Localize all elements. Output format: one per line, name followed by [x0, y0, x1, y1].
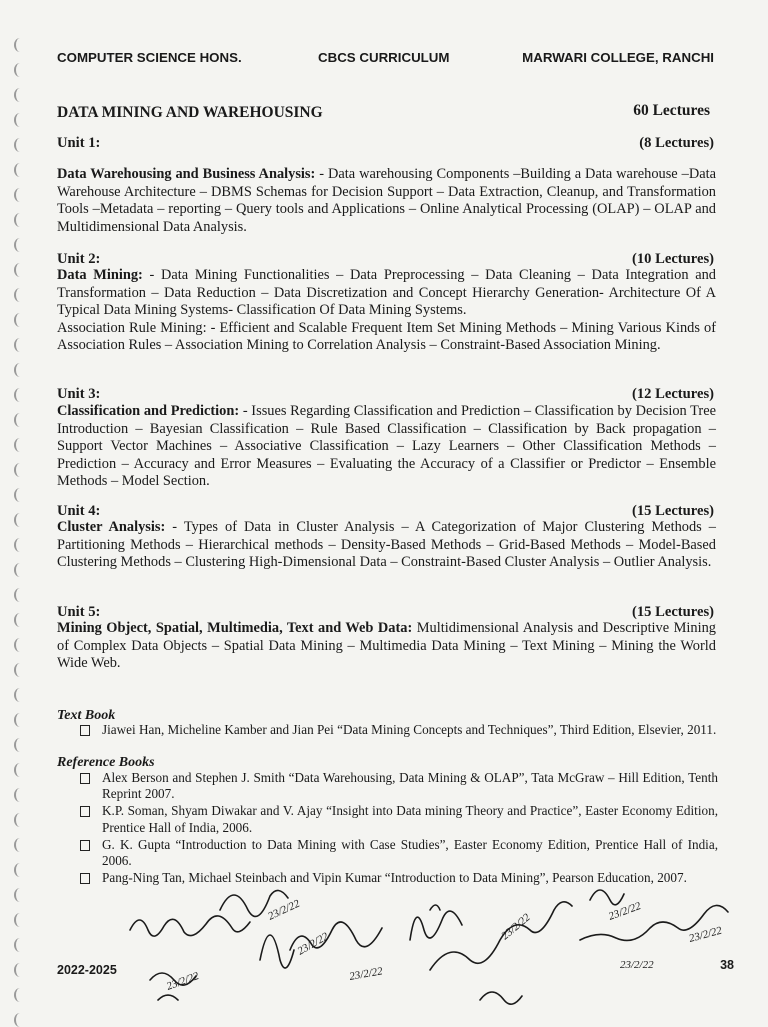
binding-ring [14, 438, 26, 452]
binding-ring [14, 738, 26, 752]
binding-ring [14, 38, 26, 52]
signature-date-2: 23/2/22 [348, 965, 384, 983]
header-college: MARWARI COLLEGE, RANCHI [522, 50, 714, 65]
binding-ring [14, 588, 26, 602]
unit-1-heading [57, 135, 714, 152]
binding-ring [14, 463, 26, 477]
unit-label: Unit 5: [57, 604, 101, 620]
binding-ring [14, 238, 26, 252]
binding-ring [14, 488, 26, 502]
unit-body: - Data warehousing Components –Building a Data warehouse –Data Warehouse Architecture – DBMS Schemas for Decision Support – Data Extraction, Cleanup, and Transformation Tools –Metadata – reporting – Query tools and Applications – Online Analytical Processing (OLAP) – OLAP and Multidimensional Data Analysis. [57, 166, 716, 235]
list-item: G. K. Gupta “Introduction to Data Mining with Case Studies”, Easter Economy Edition, Prentice Hall of India, 2006. [80, 837, 718, 869]
signature-date-3: 23/2/22 [499, 911, 533, 943]
course-title-row [57, 102, 710, 122]
total-lectures: 60 Lectures [633, 102, 710, 119]
checkbox-bullet-icon [80, 873, 90, 884]
list-item: Pang-Ning Tan, Michael Steinbach and Vipin Kumar “Introduction to Data Mining”, Pearson Education, 2007. [80, 870, 718, 886]
checkbox-bullet-icon [80, 773, 90, 784]
reference-books-heading: Reference Books [57, 755, 155, 770]
unit-lectures: (12 Lectures) [632, 386, 714, 402]
binding-ring [14, 213, 26, 227]
unit-topic: Mining Object, Spatial, Multimedia, Text and Web Data: [57, 620, 413, 636]
unit-3-content [57, 403, 716, 491]
binding-ring [14, 888, 26, 902]
header-curriculum: CBCS CURRICULUM [318, 50, 450, 65]
list-item: Jiawei Han, Micheline Kamber and Jian Pei “Data Mining Concepts and Techniques”, Third Edition, Elsevier, 2011. [80, 722, 718, 738]
signature-4 [410, 905, 462, 940]
binding-ring [14, 1013, 26, 1027]
unit-lectures: (8 Lectures) [639, 135, 714, 151]
spiral-binding [0, 0, 40, 1024]
checkbox-bullet-icon [80, 840, 90, 851]
unit-1-content [57, 166, 716, 236]
binding-ring [14, 388, 26, 402]
unit-lectures: (15 Lectures) [632, 503, 714, 519]
text-book-list [80, 722, 718, 739]
unit-topic: Data Warehousing and Business Analysis: [57, 166, 316, 182]
binding-ring [14, 813, 26, 827]
unit-2-heading [57, 251, 714, 268]
binding-ring [14, 263, 26, 277]
unit-topic: Classification and Prediction: [57, 403, 240, 419]
unit-lectures: (10 Lectures) [632, 251, 714, 267]
binding-ring [14, 913, 26, 927]
binding-ring [14, 663, 26, 677]
unit-body: - Data Mining Functionalities – Data Preprocessing – Data Cleaning – Data Integration and Transformation – Data Reduction – Data Discretization and Concept Hierarchy Generation- Architecture Of A Typical Data Mining Systems- Classification Of Data Mining Systems. [57, 267, 717, 319]
unit-body-2: Association Rule Mining: - Efficient and Scalable Frequent Item Set Mining Methods – Mining Various Kinds of Association Rules – Association Mining to Correlation Analysis – Constraint-Based Association Mining. [57, 319, 716, 354]
signature-date-7: 23/2/22 [164, 970, 201, 993]
unit-5-heading [57, 604, 714, 621]
page-header [57, 50, 714, 70]
binding-ring [14, 363, 26, 377]
binding-ring [14, 138, 26, 152]
unit-3-heading [57, 386, 714, 403]
checkbox-bullet-icon [80, 725, 90, 736]
binding-ring [14, 163, 26, 177]
unit-body: - Types of Data in Cluster Analysis – A Categorization of Major Clustering Methods – Partitioning Methods – Hierarchical methods – Density-Based Methods – Grid-Based Methods – Model-Based Clustering Methods – Clustering High-Dimensional Data – Constraint-Based Cluster Analysis – Outlier Analysis. [57, 519, 716, 571]
unit-topic: Data Mining: [57, 267, 143, 283]
binding-ring [14, 763, 26, 777]
binding-ring [14, 863, 26, 877]
binding-ring [14, 338, 26, 352]
binding-ring [14, 688, 26, 702]
binding-ring [14, 788, 26, 802]
binding-ring [14, 513, 26, 527]
binding-ring [14, 938, 26, 952]
unit-topic: Cluster Analysis: [57, 519, 166, 535]
binding-ring [14, 538, 26, 552]
binding-ring [14, 413, 26, 427]
unit-label: Unit 3: [57, 386, 101, 402]
signature-2 [220, 890, 294, 968]
list-item: Alex Berson and Stephen J. Smith “Data Warehousing, Data Mining & OLAP”, Tata McGraw – Hill Edition, Tenth Reprint 2007. [80, 770, 718, 802]
signature-date-5: 23/2/22 [687, 924, 724, 945]
binding-ring [14, 638, 26, 652]
unit-body: Multidimensional Analysis and Descriptive Mining of Complex Data Objects – Spatial Data Mining – Multimedia Data Mining – Text Mining – Mining the World Wide Web. [57, 620, 716, 672]
checkbox-bullet-icon [80, 806, 90, 817]
signature-8 [480, 992, 522, 1004]
unit-2-content [57, 267, 716, 355]
binding-ring [14, 988, 26, 1002]
binding-ring [14, 838, 26, 852]
unit-label: Unit 1: [57, 135, 101, 151]
signature-date-8: 23/2/22 [295, 930, 331, 958]
header-department: COMPUTER SCIENCE HONS. [57, 50, 242, 65]
binding-ring [14, 613, 26, 627]
footer-session: 2022-2025 [57, 963, 117, 977]
binding-ring [14, 63, 26, 77]
binding-ring [14, 188, 26, 202]
unit-label: Unit 4: [57, 503, 101, 519]
unit-4-content [57, 519, 716, 572]
unit-lectures: (15 Lectures) [632, 604, 714, 620]
binding-ring [14, 88, 26, 102]
signature-1 [130, 916, 250, 936]
binding-ring [14, 963, 26, 977]
signature-date-1: 23/2/22 [266, 897, 302, 923]
binding-ring [14, 288, 26, 302]
unit-4-heading [57, 503, 714, 520]
binding-ring [14, 313, 26, 327]
signature-date-6: 23/2/22 [620, 959, 654, 971]
text-book-heading: Text Book [57, 708, 116, 723]
signature-date-4: 23/2/22 [606, 900, 643, 923]
list-item: K.P. Soman, Shyam Diwakar and V. Ajay “Insight into Data mining Theory and Practice”, Easter Economy Edition, Prentice Hall of India, 2006. [80, 803, 718, 835]
unit-label: Unit 2: [57, 251, 101, 267]
course-title: DATA MINING AND WAREHOUSING [57, 104, 323, 121]
unit-5-content [57, 620, 716, 673]
binding-ring [14, 563, 26, 577]
page-number: 38 [720, 958, 734, 972]
signatures-area [110, 860, 760, 1020]
binding-ring [14, 713, 26, 727]
binding-ring [14, 113, 26, 127]
unit-body: - Issues Regarding Classification and Prediction – Classification by Decision Tree Introduction – Bayesian Classification – Rule Based Classification – Classification by Back propagation – Support Vector Machines – Associative Classification – Lazy Learners – Other Classification Methods – Prediction – Accuracy and Error Measures – Evaluating the Accuracy of a Classifier or Predictor – Ensemble Methods – Model Section. [57, 403, 716, 490]
